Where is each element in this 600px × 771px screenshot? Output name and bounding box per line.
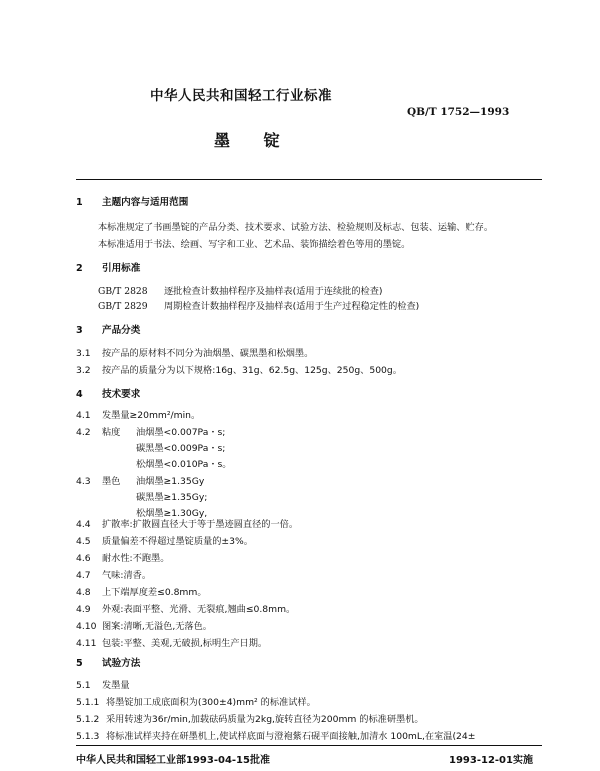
- reference-text: 周期检查计数抽样程序及抽样表(适用于生产过程稳定性的检查): [164, 301, 420, 312]
- clause-item: [76, 621, 212, 633]
- clause-text: 扩散率:扩散圆直径大于等于墨迹圆直径的一倍。: [102, 519, 299, 530]
- section-2-title: 引用标准: [102, 263, 141, 274]
- reference-code: GB/T 2829: [98, 301, 148, 312]
- section-2-heading: [76, 263, 140, 275]
- document-title: 墨 锭: [214, 131, 294, 150]
- clause-item: [76, 553, 169, 565]
- clause-text: 按产品的质量分为以下规格:16g、31g、62.5g、125g、250g、500g。: [102, 365, 402, 376]
- clause-item: [76, 365, 402, 377]
- clause-text: 按产品的原材料不同分为油烟墨、碳黑墨和松烟墨。: [102, 348, 314, 359]
- section-1-paragraph-2: 本标准适用于书法、绘画、写字和工业、艺术品、装饰描绘着色等用的墨锭。: [98, 239, 411, 250]
- section-3-title: 产品分类: [102, 325, 141, 336]
- section-5-number: 5: [76, 658, 83, 669]
- clause-number: 4.11: [76, 638, 97, 649]
- clause-item: [76, 519, 298, 531]
- clause-item: [76, 604, 295, 616]
- clause-item: [76, 638, 267, 650]
- clause-item: [76, 697, 316, 709]
- clause-item: [76, 476, 204, 488]
- clause-item: [76, 587, 207, 599]
- clause-text: 包装:平整、美观,无破损,标明生产日期。: [102, 638, 268, 649]
- clause-text: 质量偏差不得超过墨锭质量的±3%。: [102, 536, 253, 547]
- clause-number: 4.9: [76, 604, 91, 615]
- section-3-number: 3: [76, 325, 83, 336]
- clause-text: 气味:清香。: [102, 570, 152, 581]
- ink-color-line: 松烟墨≥1.30Gy,: [136, 508, 208, 519]
- clause-item: [76, 536, 253, 548]
- section-4-heading: [76, 389, 140, 401]
- clause-item: [76, 410, 200, 422]
- clause-item: [76, 348, 313, 360]
- section-5-title: 试验方法: [102, 658, 141, 669]
- ink-color-line: 油烟墨≥1.35Gy: [136, 476, 205, 487]
- section-3-heading: [76, 325, 140, 337]
- section-1-number: 1: [76, 197, 83, 208]
- clause-number: 5.1.1: [76, 697, 100, 708]
- clause-label: 墨色: [102, 476, 121, 487]
- clause-text: 将墨锭加工成底面积为(300±4)mm² 的标准试样。: [106, 697, 316, 708]
- clause-text: 将标准试样夹持在研墨机上,使试样底面与澄袍紫石砚平面接触,加清水 100mL,在室温(24±: [106, 731, 476, 742]
- clause-number: 4.2: [76, 427, 91, 438]
- clause-text: 外观:表面平整、光滑、无裂痕,翘曲≤0.8mm。: [102, 604, 296, 615]
- clause-label: 粘度: [102, 427, 121, 438]
- section-2-number: 2: [76, 263, 83, 274]
- section-1-paragraph-1: 本标准规定了书画墨锭的产品分类、技术要求、试验方法、检验规则及标志、包装、运输、贮存。: [98, 222, 494, 233]
- clause-text: 发墨量: [102, 680, 130, 691]
- clause-number: 4.10: [76, 621, 97, 632]
- clause-number: 3.1: [76, 348, 91, 359]
- issue-approval: 中华人民共和国轻工业部1993-04-15批准: [76, 755, 270, 766]
- issuing-organization: 中华人民共和国轻工行业标准: [150, 88, 332, 104]
- section-1-title: 主题内容与适用范围: [102, 197, 189, 208]
- viscosity-line: 松烟墨<0.010Pa・s。: [136, 459, 232, 470]
- clause-text: 采用转速为36r/min,加载砝码质量为2kg,旋转直径为200mm 的标准研墨机。: [106, 714, 424, 725]
- clause-number: 4.7: [76, 570, 91, 581]
- effective-date: 1993-12-01实施: [449, 755, 533, 766]
- clause-number: 4.1: [76, 410, 91, 421]
- section-1-heading: [76, 197, 188, 209]
- footer-rule: [76, 745, 542, 746]
- section-5-heading: [76, 658, 140, 670]
- section-4-title: 技术要求: [102, 389, 141, 400]
- clause-number: 5.1.3: [76, 731, 100, 742]
- standard-code: QB/T 1752—1993: [407, 106, 510, 118]
- clause-text: 发墨量≥20mm²/min。: [102, 410, 201, 421]
- clause-number: 4.4: [76, 519, 91, 530]
- reference-text: 逐批检查计数抽样程序及抽样表(适用于连续批的检查): [164, 286, 383, 297]
- clause-number: 5.1.2: [76, 714, 100, 725]
- header-rule: [76, 179, 542, 180]
- clause-item: [76, 731, 475, 743]
- clause-number: 4.3: [76, 476, 91, 487]
- viscosity-line: 碳黑墨<0.009Pa・s;: [136, 443, 226, 454]
- clause-item: [76, 570, 151, 582]
- ink-color-line: 碳黑墨≥1.35Gy;: [136, 492, 208, 503]
- section-4-number: 4: [76, 389, 83, 400]
- clause-item: [76, 680, 130, 692]
- clause-text: 耐水性:不跑墨。: [102, 553, 170, 564]
- clause-number: 4.5: [76, 536, 91, 547]
- clause-item: [76, 714, 424, 726]
- reference-code: GB/T 2828: [98, 286, 148, 297]
- viscosity-line: 油烟墨<0.007Pa・s;: [136, 427, 226, 438]
- clause-number: 4.8: [76, 587, 91, 598]
- clause-number: 5.1: [76, 680, 91, 691]
- reference-item: [98, 286, 382, 298]
- clause-text: 上下端厚度差≤0.8mm。: [102, 587, 207, 598]
- clause-number: 3.2: [76, 365, 91, 376]
- clause-item: [76, 427, 225, 439]
- reference-item: [98, 301, 419, 313]
- clause-text: 图案:清晰,无溢色,无落色。: [102, 621, 212, 632]
- clause-number: 4.6: [76, 553, 91, 564]
